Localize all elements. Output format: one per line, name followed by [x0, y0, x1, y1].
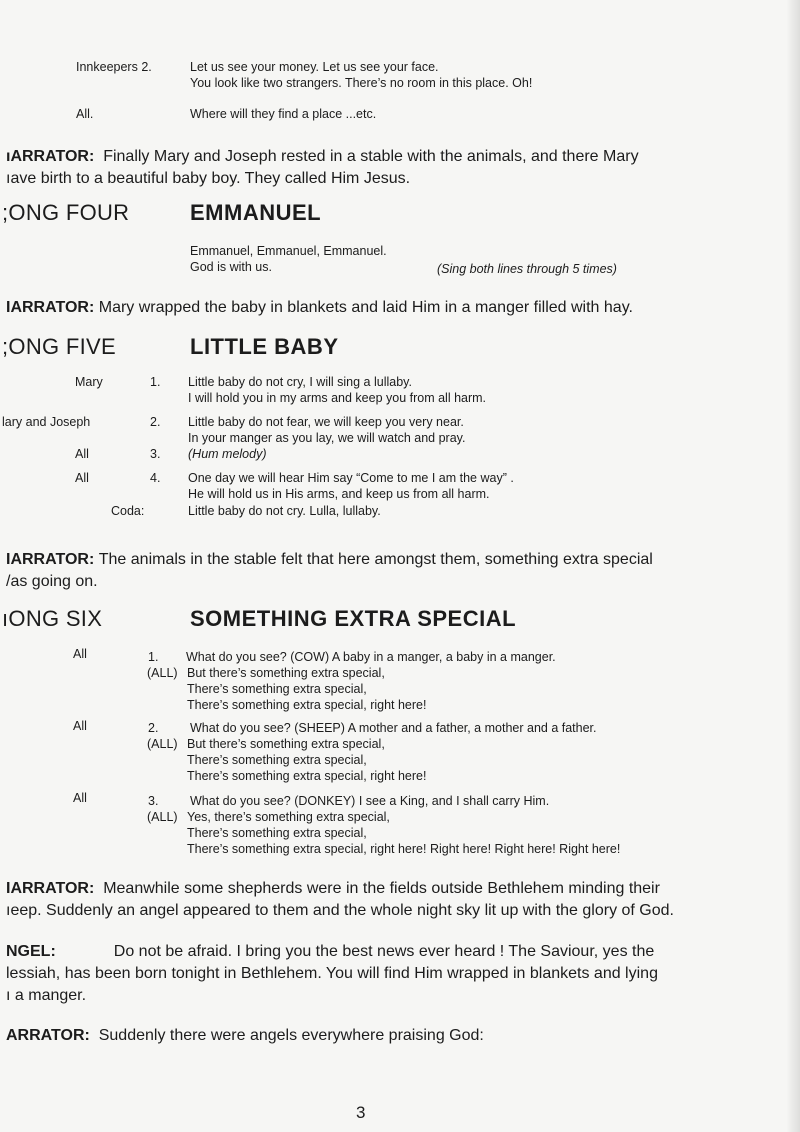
lyric-line: There’s something extra special, [187, 682, 367, 696]
narration-speaker: ıARRATOR: [6, 148, 95, 165]
verse-first-line: What do you see? (DONKEY) I see a King, and I shall carry Him. [190, 794, 550, 808]
verse-first-line: What do you see? (SHEEP) A mother and a father, a mother and a father. [190, 721, 597, 735]
song-six-title: SOMETHING EXTRA SPECIAL [190, 606, 517, 631]
narration-speaker: IARRATOR: [6, 551, 95, 568]
lyric-line: But there’s something extra special, [187, 666, 385, 680]
lyric-line: One day we will hear Him say “Come to me I am the way” . [188, 471, 514, 485]
verse-number: 2. [150, 415, 161, 429]
verse-singer: lary and Joseph [2, 415, 91, 429]
verse-response: (ALL) [147, 666, 178, 680]
intro-lines-innkeepers [190, 59, 532, 91]
song-four-label: ;ONG FOUR [2, 200, 130, 225]
verse-number: 2. [148, 721, 159, 735]
narration-line: Mary wrapped the baby in blankets and laid Him in a manger filled with hay. [98, 299, 633, 316]
song-four-note: (Sing both lines through 5 times) [437, 262, 617, 276]
narration-line: The animals in the stable felt that here amongst them, something extra special [98, 551, 653, 568]
page-edge-shadow [786, 0, 800, 1132]
narration-2 [6, 297, 633, 319]
lyric-line: There’s something extra special, right here! Right here! Right here! Right here! [187, 842, 621, 856]
song-five-label: ;ONG FIVE [2, 334, 116, 359]
coda-label: Coda: [111, 504, 145, 518]
lyric-line: Yes, there’s something extra special, [187, 810, 390, 824]
narration-line: ı a manger. [6, 987, 87, 1004]
verse-number: 4. [150, 471, 161, 485]
verse-lines [188, 470, 514, 502]
narration-speaker: IARRATOR: [6, 880, 95, 897]
lyric-line: In your manger as you lay, we will watch and pray. [188, 431, 466, 445]
intro-line: You look like two strangers. There’s no room in this place. Oh! [190, 76, 533, 90]
verse-lines [188, 414, 465, 446]
verse-first-line: What do you see? (COW) A baby in a manger, a baby in a manger. [186, 650, 556, 664]
lyric-line: God is with us. [190, 260, 272, 274]
narration-line: Suddenly there were angels everywhere praising God: [98, 1027, 484, 1044]
narration-line: /as going on. [6, 573, 98, 590]
verse-singer: All [73, 719, 87, 733]
verse-lines: (Hum melody) [188, 447, 267, 461]
song-six-label: ıONG SIX [2, 606, 103, 631]
verse-number: 1. [148, 650, 159, 664]
song-four-lyrics [190, 243, 387, 275]
verse-response: (ALL) [147, 737, 178, 751]
lyric-line: There’s something extra special, [187, 753, 367, 767]
narration-speaker: NGEL: [6, 943, 56, 960]
narration-line: ıeep. Suddenly an angel appeared to them and the whole night sky lit up with the glory of God. [6, 902, 674, 919]
verse-number: 1. [150, 375, 161, 389]
verse-singer: All [73, 647, 87, 661]
verse-lines [188, 374, 486, 406]
verse-response: (ALL) [147, 810, 178, 824]
narration-1 [6, 146, 639, 190]
intro-speaker-all: All. [76, 107, 94, 121]
lyric-line: Little baby do not fear, we will keep you very near. [188, 415, 464, 429]
lyric-line: Emmanuel, Emmanuel, Emmanuel. [190, 244, 387, 258]
narration-line: ıave birth to a beautiful baby boy. They called Him Jesus. [6, 170, 411, 187]
verse-singer: All [73, 791, 87, 805]
lyric-line: There’s something extra special, right here! [187, 769, 427, 783]
intro-speaker-innkeepers: Innkeepers 2. [76, 60, 152, 74]
lyric-line: Little baby do not cry, I will sing a lullaby. [188, 375, 412, 389]
lyric-line: There’s something extra special, right here! [187, 698, 427, 712]
lyric-line: But there’s something extra special, [187, 737, 385, 751]
intro-line: Let us see your money. Let us see your face. [190, 60, 439, 74]
verse-lines [187, 736, 426, 784]
verse-lines [187, 665, 426, 713]
narration-line: lessiah, has been born tonight in Bethlehem. You will find Him wrapped in blankets and lying [6, 965, 658, 982]
lyric-line: There’s something extra special, [187, 826, 367, 840]
narration-4 [6, 878, 674, 922]
narration-line: Do not be afraid. I bring you the best news ever heard ! The Saviour, yes the [113, 943, 655, 960]
verse-number: 3. [148, 794, 159, 808]
song-four-title: EMMANUEL [190, 200, 322, 225]
narration-speaker: IARRATOR: [6, 299, 95, 316]
narration-6 [6, 1025, 484, 1047]
verse-lines [187, 809, 620, 857]
verse-singer: All [75, 471, 89, 485]
narration-line: Finally Mary and Joseph rested in a stable with the animals, and there Mary [103, 148, 639, 165]
coda-text: Little baby do not cry. Lulla, lullaby. [188, 504, 381, 518]
narration-3 [6, 549, 653, 593]
song-five-title: LITTLE BABY [190, 334, 339, 359]
intro-line-all: Where will they find a place ...etc. [190, 107, 377, 121]
narration-speaker: ARRATOR: [6, 1027, 90, 1044]
narration-line: Meanwhile some shepherds were in the fields outside Bethlehem minding their [103, 880, 660, 897]
verse-singer: Mary [75, 375, 103, 389]
verse-number: 3. [150, 447, 161, 461]
lyric-line: I will hold you in my arms and keep you from all harm. [188, 391, 487, 405]
verse-singer: All [75, 447, 89, 461]
lyric-line: He will hold us in His arms, and keep us from all harm. [188, 487, 490, 501]
angel-speech [6, 941, 658, 1007]
page-number: 3 [356, 1103, 366, 1122]
